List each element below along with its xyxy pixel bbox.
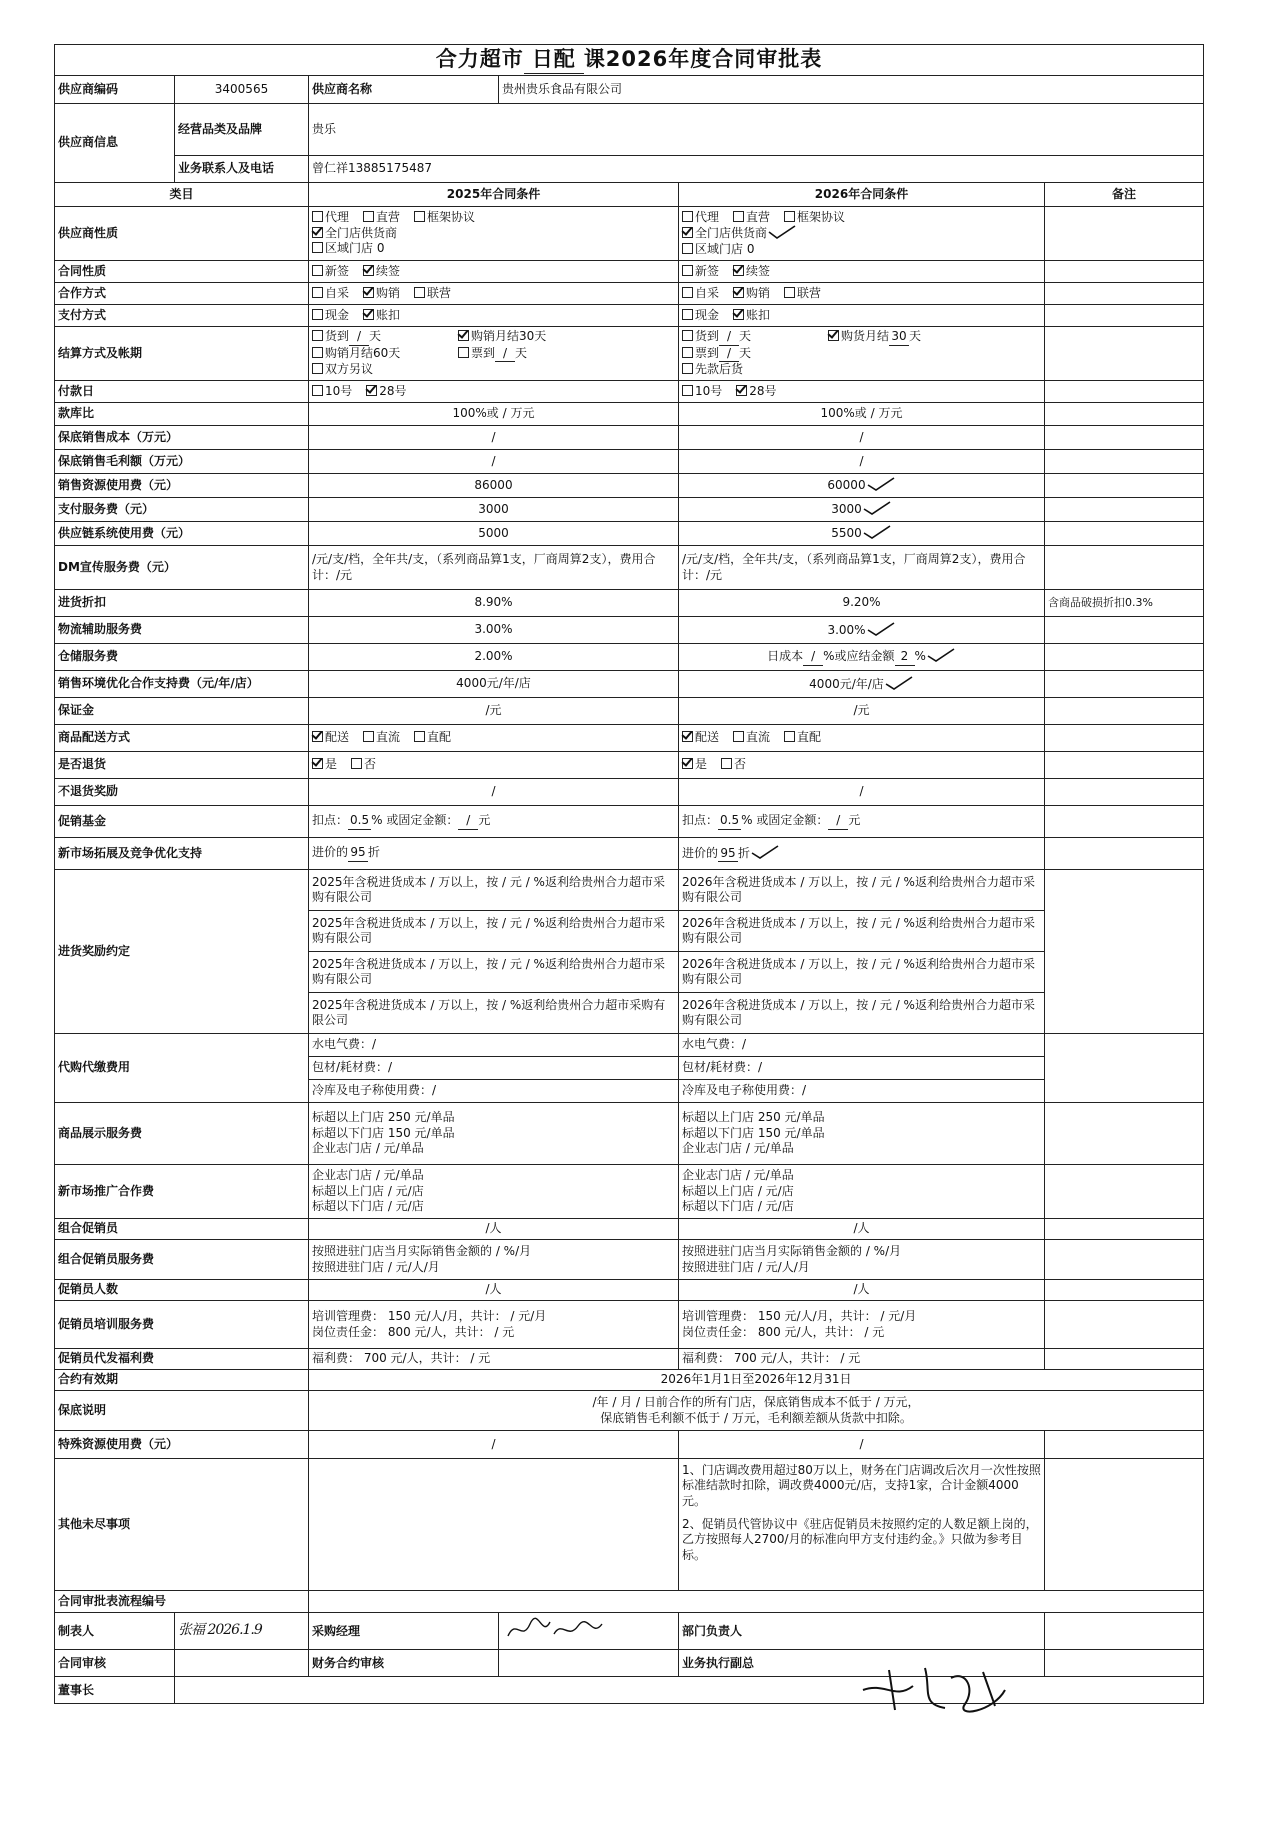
vp-label: 业务执行副总 — [679, 1650, 1045, 1677]
checkbox-icon — [721, 758, 732, 769]
supplier-name: 贵州贵乐食品有限公司 — [499, 76, 1204, 104]
row-remark — [1045, 498, 1204, 522]
payday-2026: 10号 28号 — [679, 381, 1045, 403]
supplier-code: 3400565 — [175, 76, 309, 104]
validity-label: 合约有效期 — [55, 1370, 309, 1391]
row-label: 物流辅助服务费 — [55, 617, 309, 644]
stock-ratio-label: 款库比 — [55, 403, 309, 426]
stock-ratio-2026: 100%或 / 万元 — [679, 403, 1045, 426]
checkbox-icon — [312, 265, 323, 276]
checkbox-icon — [363, 731, 374, 742]
checkbox-checked-icon — [682, 227, 693, 238]
audit-label: 合同审核 — [55, 1650, 175, 1677]
validity-value: 2026年1月1日至2026年12月31日 — [309, 1370, 1204, 1391]
rebate-2026-1: 2026年含税进货成本 / 万以上，按 / 元 / %返利给贵州合力超市采购有限公司 — [679, 870, 1045, 911]
col-2025: 2025年合同条件 — [309, 183, 679, 207]
row-2025: / — [309, 450, 679, 474]
checkbox-icon — [414, 287, 425, 298]
checkbox-checked-icon — [458, 330, 469, 341]
nature-label: 供应商性质 — [55, 207, 309, 261]
coop-label: 合作方式 — [55, 283, 309, 305]
training-2026: 培训管理费： 150 元/人/月，共计： / 元/月 岗位责任金： 800 元/人，共计： / 元 — [679, 1301, 1045, 1349]
checkbox-checked-icon — [312, 227, 323, 238]
nature-remark — [1045, 207, 1204, 261]
delivery-label: 商品配送方式 — [55, 725, 309, 752]
checkbox-icon — [682, 287, 693, 298]
checkbox-icon — [312, 347, 323, 358]
settle-2026: 货到 / 天 购货月结 30 天 票到 / 天 先款后货 — [679, 327, 1045, 381]
promo-coop-label: 新市场推广合作费 — [55, 1165, 309, 1219]
rebate-2025-4: 2025年含税进货成本 / 万以上，按 / %返利给贵州合力超市采购有限公司 — [309, 993, 679, 1034]
brand-label: 经营品类及品牌 — [175, 104, 309, 156]
row-label: 进货折扣 — [55, 590, 309, 617]
promo-coop-2025: 企业志门店 / 元/单品 标超以上门店 / 元/店 标超以下门店 / 元/店 — [309, 1165, 679, 1219]
row-2026: 5500 — [679, 522, 1045, 546]
flow-value — [309, 1591, 1204, 1613]
display-2026: 标超以上门店 250 元/单品 标超以下门店 150 元/单品 企业志门店 / 元/单品 — [679, 1103, 1045, 1165]
fin-label: 财务合约审核 — [309, 1650, 499, 1677]
welfare-2025: 福利费： 700 元/人，共计： / 元 — [309, 1349, 679, 1370]
checkbox-icon — [312, 330, 323, 341]
flow-label: 合同审批表流程编号 — [55, 1591, 309, 1613]
checkbox-icon — [312, 309, 323, 320]
row-label: 支付服务费（元） — [55, 498, 309, 522]
checkbox-icon — [682, 330, 693, 341]
settle-2025: 货到 / 天 购销月结30天 购销月结60天 票到 / 天 双方另议 — [309, 327, 679, 381]
row-2026: 3.00% — [679, 617, 1045, 644]
nature-2025: 代理 直营 框架协议 全门店供货商 区域门店 0 — [309, 207, 679, 261]
board-label: 董事长 — [55, 1677, 175, 1704]
pay-label: 支付方式 — [55, 305, 309, 327]
checkbox-icon — [682, 211, 693, 222]
contact-value: 曾仁祥13885175487 — [309, 156, 1204, 183]
row-2025: / — [309, 426, 679, 450]
promoter-2025: /人 — [309, 1219, 679, 1240]
display-2025: 标超以上门店 250 元/单品 标超以下门店 150 元/单品 企业志门店 / 元/单品 — [309, 1103, 679, 1165]
promoter-count-2026: /人 — [679, 1280, 1045, 1301]
row-remark — [1045, 450, 1204, 474]
rebate-2026-2: 2026年含税进货成本 / 万以上，按 / 元 / %返利给贵州合力超市采购有限公司 — [679, 911, 1045, 952]
rebate-2026-4: 2026年含税进货成本 / 万以上，按 / 元 / %返利给贵州合力超市采购有限公司 — [679, 993, 1045, 1034]
rebate-2025-2: 2025年含税进货成本 / 万以上，按 / 元 / %返利给贵州合力超市采购有限公司 — [309, 911, 679, 952]
deposit-label: 保证金 — [55, 698, 309, 725]
row-remark — [1045, 426, 1204, 450]
rebate-label: 进货奖励约定 — [55, 870, 309, 1034]
checkbox-checked-icon — [363, 287, 374, 298]
checkbox-icon — [682, 243, 693, 254]
col-remark: 备注 — [1045, 183, 1204, 207]
row-2025: 8.90% — [309, 590, 679, 617]
pay-2026: 现金 账扣 — [679, 305, 1045, 327]
rebate-2025-1: 2025年含税进货成本 / 万以上，按 / 元 / %返利给贵州合力超市采购有限公司 — [309, 870, 679, 911]
newmarket-2025: 进价的 95 折 — [309, 838, 679, 870]
checkbox-checked-icon — [682, 758, 693, 769]
checkbox-icon — [312, 242, 323, 253]
row-2025: 5000 — [309, 522, 679, 546]
contract-type-2025: 新签 续签 — [309, 261, 679, 283]
special-label: 特殊资源使用费（元） — [55, 1431, 309, 1459]
proxy-2026-3: 冷库及电子称使用费：/ — [679, 1080, 1045, 1103]
checkbox-checked-icon — [366, 385, 377, 396]
special-2025: / — [309, 1431, 679, 1459]
returns-2025: 是 否 — [309, 752, 679, 779]
checkbox-icon — [682, 265, 693, 276]
proxy-2026-2: 包材/耗材费：/ — [679, 1057, 1045, 1080]
row-remark — [1045, 474, 1204, 498]
promo-fund-label: 促销基金 — [55, 806, 309, 838]
checkbox-icon — [312, 211, 323, 222]
payday-label: 付款日 — [55, 381, 309, 403]
settle-label: 结算方式及帐期 — [55, 327, 309, 381]
warehouse-2025: 2.00% — [309, 644, 679, 671]
handwritten-check-icon — [862, 525, 892, 539]
promoter-count-2025: /人 — [309, 1280, 679, 1301]
guarantee-label: 保底说明 — [55, 1391, 309, 1431]
promoter-fee-2025: 按照进驻门店当月实际销售金额的 / %/月 按照进驻门店 / 元/人/月 — [309, 1240, 679, 1280]
row-remark: 含商品破损折扣0.3% — [1045, 590, 1204, 617]
coop-2026: 自采 购销 联营 — [679, 283, 1045, 305]
deposit-2026: /元 — [679, 698, 1045, 725]
checkbox-icon — [682, 363, 693, 374]
checkbox-icon — [682, 385, 693, 396]
dm-2025: /元/支/档，全年共/支，（系列商品算1支，厂商周算2支），费用合计：/元 — [309, 546, 679, 590]
promo-fund-2026: 扣点： 0.5 % 或固定金额： / 元 — [679, 806, 1045, 838]
row-remark — [1045, 522, 1204, 546]
promoter-label: 组合促销员 — [55, 1219, 309, 1240]
noreturn-label: 不退货奖励 — [55, 779, 309, 806]
dm-2026: /元/支/档，全年共/支，（系列商品算1支，厂商周算2支），费用合计：/元 — [679, 546, 1045, 590]
row-label: 保底销售毛利额（万元） — [55, 450, 309, 474]
env-2026: 4000元/年/店 — [679, 671, 1045, 698]
row-remark — [1045, 617, 1204, 644]
handwritten-signature-icon — [502, 1614, 612, 1644]
row-2025: 3.00% — [309, 617, 679, 644]
delivery-2026: 配送 直流 直配 — [679, 725, 1045, 752]
row-2025: 3000 — [309, 498, 679, 522]
stock-ratio-2025: 100%或 / 万元 — [309, 403, 679, 426]
newmarket-label: 新市场拓展及竞争优化支持 — [55, 838, 309, 870]
checkbox-checked-icon — [733, 265, 744, 276]
maker-sig: 张福 2026.1.9 — [175, 1613, 309, 1650]
checkbox-icon — [784, 731, 795, 742]
brand-value: 贵乐 — [309, 104, 1204, 156]
handwritten-check-icon — [750, 845, 780, 859]
contract-type-2026: 新签 续签 — [679, 261, 1045, 283]
row-label: 供应链系统使用费（元） — [55, 522, 309, 546]
handwritten-check-icon — [862, 501, 892, 515]
checkbox-icon — [458, 347, 469, 358]
checkbox-checked-icon — [363, 309, 374, 320]
training-label: 促销员培训服务费 — [55, 1301, 309, 1349]
other-value: 1、门店调改费用超过80万以上，财务在门店调改后次月一次性按照标准结款时扣除，调改费4000元/店，支持1家，合计金额4000元。 2、促销员代管协议中《驻店促销员未按照约定的人数足额上岗的，乙方按照每人2700/月的标准向甲方支付违约金。》只做为参考目标。 — [679, 1459, 1045, 1591]
promoter-count-label: 促销员人数 — [55, 1280, 309, 1301]
checkbox-icon — [414, 731, 425, 742]
handwritten-check-icon — [926, 648, 956, 662]
payday-2025: 10号 28号 — [309, 381, 679, 403]
row-2026: / — [679, 450, 1045, 474]
proxy-2025-3: 冷库及电子称使用费：/ — [309, 1080, 679, 1103]
checkbox-icon — [312, 287, 323, 298]
maker-label: 制表人 — [55, 1613, 175, 1650]
checkbox-icon — [682, 309, 693, 320]
dept-head-sig — [1045, 1613, 1204, 1650]
row-2026: 3000 — [679, 498, 1045, 522]
welfare-2026: 福利费： 700 元/人，共计： / 元 — [679, 1349, 1045, 1370]
welfare-label: 促销员代发福利费 — [55, 1349, 309, 1370]
checkbox-icon — [784, 211, 795, 222]
checkbox-checked-icon — [312, 731, 323, 742]
row-label: 保底销售成本（万元） — [55, 426, 309, 450]
checkbox-icon — [733, 211, 744, 222]
returns-label: 是否退货 — [55, 752, 309, 779]
coop-2025: 自采 购销 联营 — [309, 283, 679, 305]
supplier-name-label: 供应商名称 — [309, 76, 499, 104]
proxy-2025-2: 包材/耗材费：/ — [309, 1057, 679, 1080]
checkbox-icon — [312, 363, 323, 374]
checkbox-icon — [351, 758, 362, 769]
row-2026: / — [679, 426, 1045, 450]
supplier-code-label: 供应商编码 — [55, 76, 175, 104]
checkbox-icon — [363, 211, 374, 222]
env-label: 销售环境优化合作支持费（元/年/店） — [55, 671, 309, 698]
buyer-label: 采购经理 — [309, 1613, 499, 1650]
proxy-2025-1: 水电气费：/ — [309, 1034, 679, 1057]
nature-2026: 代理 直营 框架协议 全门店供货商 区域门店 0 — [679, 207, 1045, 261]
display-label: 商品展示服务费 — [55, 1103, 309, 1165]
approval-form-table — [54, 44, 1204, 1704]
checkbox-icon — [312, 385, 323, 396]
noreturn-2025: / — [309, 779, 679, 806]
dept-head-label: 部门负责人 — [679, 1613, 1045, 1650]
guarantee-value: /年 / 月 / 日前合作的所有门店，保底销售成本不低于 / 万元， 保底销售毛利额不低于 / 万元，毛利额差额从货款中扣除。 — [309, 1391, 1204, 1431]
newmarket-2026: 进价的 95 折 — [679, 838, 1045, 870]
checkbox-icon — [784, 287, 795, 298]
checkbox-checked-icon — [733, 309, 744, 320]
returns-2026: 是 否 — [679, 752, 1045, 779]
dm-label: DM宣传服务费（元） — [55, 546, 309, 590]
contract-type-label: 合同性质 — [55, 261, 309, 283]
checkbox-checked-icon — [828, 330, 839, 341]
noreturn-2026: / — [679, 779, 1045, 806]
handwritten-check-icon — [884, 676, 914, 690]
checkbox-checked-icon — [733, 287, 744, 298]
row-label: 销售资源使用费（元） — [55, 474, 309, 498]
form-title: 合力超市 日配 课2026年度合同审批表 — [55, 45, 1204, 76]
proxy-2026-1: 水电气费：/ — [679, 1034, 1045, 1057]
other-label: 其他未尽事项 — [55, 1459, 309, 1591]
buyer-sig — [499, 1613, 679, 1650]
special-2026: / — [679, 1431, 1045, 1459]
handwritten-signature-icon — [855, 1660, 1025, 1718]
checkbox-icon — [733, 731, 744, 742]
env-2025: 4000元/年/店 — [309, 671, 679, 698]
handwritten-check-icon — [866, 622, 896, 636]
delivery-2025: 配送 直流 直配 — [309, 725, 679, 752]
warehouse-label: 仓储服务费 — [55, 644, 309, 671]
checkbox-checked-icon — [363, 265, 374, 276]
warehouse-2026: 日成本 / %或应结金额 2 % — [679, 644, 1045, 671]
promoter-fee-2026: 按照进驻门店当月实际销售金额的 / %/月 按照进驻门店 / 元/人/月 — [679, 1240, 1045, 1280]
col-category: 类目 — [55, 183, 309, 207]
promo-fund-2025: 扣点： 0.5 % 或固定金额： / 元 — [309, 806, 679, 838]
rebate-2026-3: 2026年含税进货成本 / 万以上，按 / 元 / %返利给贵州合力超市采购有限公司 — [679, 952, 1045, 993]
deposit-2025: /元 — [309, 698, 679, 725]
pay-2025: 现金 账扣 — [309, 305, 679, 327]
supplier-info-label: 供应商信息 — [55, 104, 175, 183]
training-2025: 培训管理费： 150 元/人/月，共计： / 元/月 岗位责任金： 800 元/人，共计： / 元 — [309, 1301, 679, 1349]
promo-coop-2026: 企业志门店 / 元/单品 标超以上门店 / 元/店 标超以下门店 / 元/店 — [679, 1165, 1045, 1219]
proxy-label: 代购代缴费用 — [55, 1034, 309, 1103]
checkbox-icon — [414, 211, 425, 222]
checkbox-checked-icon — [682, 731, 693, 742]
col-2026: 2026年合同条件 — [679, 183, 1045, 207]
row-2026: 9.20% — [679, 590, 1045, 617]
promoter-fee-label: 组合促销员服务费 — [55, 1240, 309, 1280]
checkbox-checked-icon — [736, 385, 747, 396]
handwritten-check-icon — [767, 225, 797, 239]
checkbox-icon — [682, 347, 693, 358]
promoter-2026: /人 — [679, 1219, 1045, 1240]
rebate-2025-3: 2025年含税进货成本 / 万以上，按 / 元 / %返利给贵州合力超市采购有限公司 — [309, 952, 679, 993]
handwritten-check-icon — [866, 477, 896, 491]
row-2026: 60000 — [679, 474, 1045, 498]
checkbox-checked-icon — [312, 758, 323, 769]
row-2025: 86000 — [309, 474, 679, 498]
contact-label: 业务联系人及电话 — [175, 156, 309, 183]
